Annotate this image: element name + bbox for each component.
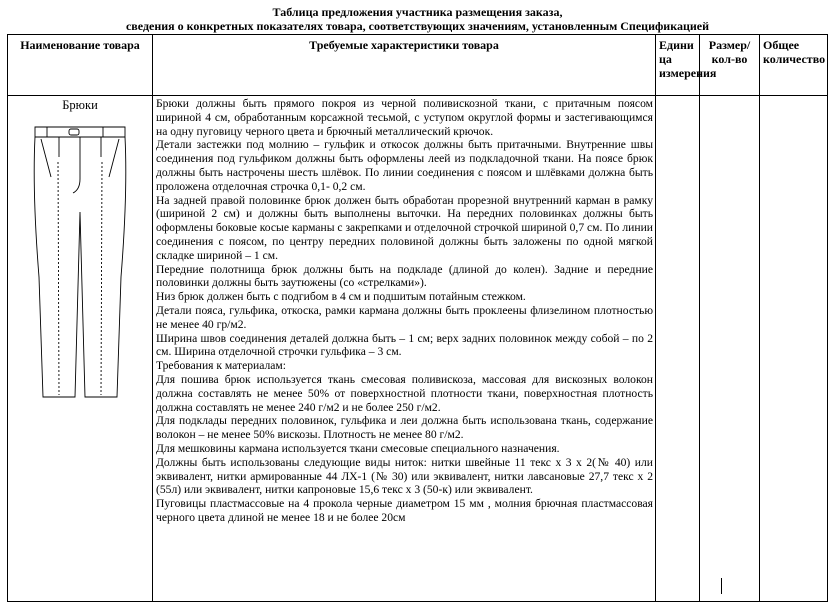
paragraph-lining: Для подклады передних половинок, гульфика и леи должна быть использована ткань, содержание волокон – не менее 50% вискозы. Плотность не менее 80 г/м2. (156, 414, 653, 442)
paragraph-seams: Ширина швов соединения деталей должна быть – 1 см; верх задних половинок между собой – по 2 см. Ширина отделочной строчки гульфика – 3 см. (156, 331, 653, 359)
paragraph-hem: Низ брюк должен быть с подгибом в 4 см и подшитым потайным стежком. (156, 290, 526, 304)
table-title-line-1: Таблица предложения участника размещения заказа, (272, 5, 563, 19)
paragraph-cut: Брюки должны быть прямого покроя из черной поливискозной ткани, с притачным поясом шириной 4 см, обработанным корсажной тесьмой, с уступом округлой формы и застегивающимся на одну пуговицу черного цвета и брючный металлический крючок. (156, 97, 653, 138)
paragraph-interlining: Детали пояса, гульфика, откоска, рамки кармана должны быть проклеены флизелином плотностью не менее 40 гр/м2. (156, 303, 653, 331)
table-title-line-2: сведения о конкретных показателях товара, соответствующих значениям, установленным Спецификацией (125, 19, 710, 33)
product-cell (8, 96, 153, 602)
header-size-quantity: Размер/ кол-во (700, 35, 760, 96)
paragraph-front-panels: Передние полотнища брюк должны быть на подкладе (длиной до колен). Задние и передние половинки должны быть заутюжены (со «стрелками»). (156, 262, 653, 290)
header-row (8, 35, 828, 96)
paragraph-pockets: На задней правой половинке брюк должен быть обработан прорезной внутренний карман в рамку (шириной 2 см) и должны быть выполнены выточки. На передних половинках должны быть оформлены боковые косые карманы с закрепками и отделочной строчкой шириной 0,7 см. По линии соединения с поясом, по центру передних половиной должны быть заложены по одной мягкой складке шириной – 1 см. (156, 193, 653, 262)
header-required-characteristics: Требуемые характеристики товара (153, 35, 656, 96)
paragraph-fastening: Детали застежки под молнию – гульфик и откосок должны быть притачными. Внутренние швы соединения под гульфиком должны быть оформлены леей из подкладочной ткани. На поясе брюк должны быть настрочены шесть шлёвок. По линии соединения с поясом и шлёвками должна быть проложена отделочная строчка 0,1- 0,2 см. (156, 138, 653, 193)
size-quantity-cell (700, 96, 760, 602)
characteristics-cell (153, 96, 656, 602)
paragraph-main-fabric: Для пошива брюк используется ткань смесовая поливискоза, массовая для вискозных волокон должна составлять не менее 50% от поверхностной плотности ткани, поверхностная плотность должна составлять не менее 240 г/м2 и не более 250 г/м2. (156, 372, 653, 414)
trousers-drawing (25, 117, 135, 407)
table-row (8, 96, 828, 602)
header-product-name: Наименование товара (8, 35, 153, 96)
header-unit: Едини ца измерения (656, 35, 700, 96)
paragraph-pocketing: Для мешковины кармана используется ткани смесовые специального назначения. (156, 441, 560, 455)
paragraph-threads: Должны быть использованы следующие виды ниток: нитки швейные 11 текс х 3 х 2(№ 40) или эквивалент, нитки армированные 44 ЛХ-1 (№ 30) или эквивалент, нитки лавсановые 27,7 текс х 2 (55л) или эквивалент, нитки капроновые 15,6 текс х 3 (50-к) или эквивалент. (156, 455, 653, 497)
paragraph-buttons-zipper: Пуговицы пластмассовые на 4 прокола черные диаметром 15 мм , молния брючная пластмассовая черного цвета длиной не менее 18 и не более 20см (156, 497, 653, 524)
product-name: Брюки (62, 98, 98, 112)
paragraph-materials-heading: Требования к материалам: (156, 359, 286, 373)
total-quantity-cell (760, 96, 828, 602)
cell-mark (721, 578, 722, 594)
header-total-quantity: Общее количество (760, 35, 828, 96)
unit-cell (656, 96, 700, 602)
specification-table (7, 34, 828, 602)
